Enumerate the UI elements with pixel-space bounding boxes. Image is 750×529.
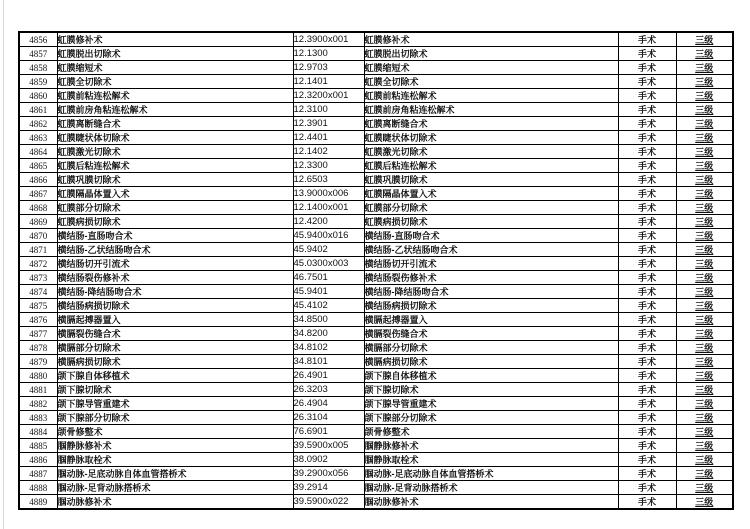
table-row: [19, 495, 733, 510]
table-row: [19, 383, 733, 397]
procedure-name-standard: 横膈起搏器置入: [364, 313, 618, 327]
table-row: [19, 299, 733, 313]
category: 手术: [618, 481, 676, 495]
row-number: 4862: [19, 117, 57, 131]
category: 手术: [618, 369, 676, 383]
level: 三级: [676, 145, 733, 159]
procedure-name: 虹膜修补术: [57, 32, 293, 47]
procedure-code: 12.9703: [293, 61, 364, 75]
level: 三级: [676, 355, 733, 369]
level: 三级: [676, 243, 733, 257]
procedure-name-standard: 虹膜隔晶体置入术: [364, 187, 618, 201]
row-number: 4888: [19, 481, 57, 495]
table-row: [19, 201, 733, 215]
procedure-name-standard: 虹膜睫状体切除术: [364, 131, 618, 145]
row-number: 4868: [19, 201, 57, 215]
procedure-name-standard: 横结肠-直肠吻合术: [364, 229, 618, 243]
level: 三级: [676, 187, 733, 201]
row-number: 4866: [19, 173, 57, 187]
category: 手术: [618, 397, 676, 411]
page-edge-line: [3, 0, 4, 529]
level: 三级: [676, 257, 733, 271]
procedure-name: 虹膜巩膜切除术: [57, 173, 293, 187]
row-number: 4883: [19, 411, 57, 425]
row-number: 4875: [19, 299, 57, 313]
procedure-code: 34.8500: [293, 313, 364, 327]
procedure-name: 腘动脉修补术: [57, 495, 293, 510]
category: 手术: [618, 425, 676, 439]
procedure-code: 12.3901: [293, 117, 364, 131]
level: 三级: [676, 32, 733, 47]
procedure-name-standard: 颌下腺导管重建术: [364, 397, 618, 411]
level: 三级: [676, 131, 733, 145]
category: 手术: [618, 145, 676, 159]
procedure-code: 26.4901: [293, 369, 364, 383]
procedure-name-standard: 颌骨修整术: [364, 425, 618, 439]
row-number: 4871: [19, 243, 57, 257]
procedure-name-standard: 虹膜缩短术: [364, 61, 618, 75]
table-row: [19, 257, 733, 271]
table-row: [19, 145, 733, 159]
category: 手术: [618, 257, 676, 271]
row-number: 4874: [19, 285, 57, 299]
procedure-name: 虹膜睫状体切除术: [57, 131, 293, 145]
category: 手术: [618, 453, 676, 467]
procedure-name-standard: 虹膜全切除术: [364, 75, 618, 89]
procedure-name: 虹膜脱出切除术: [57, 47, 293, 61]
level: 三级: [676, 495, 733, 510]
procedure-name-standard: 虹膜脱出切除术: [364, 47, 618, 61]
procedure-table: [18, 31, 734, 510]
level: 三级: [676, 229, 733, 243]
category: 手术: [618, 243, 676, 257]
category: 手术: [618, 411, 676, 425]
level: 三级: [676, 47, 733, 61]
level: 三级: [676, 89, 733, 103]
level: 三级: [676, 117, 733, 131]
procedure-code: 12.1400x001: [293, 201, 364, 215]
category: 手术: [618, 313, 676, 327]
procedure-name: 虹膜前房角粘连松解术: [57, 103, 293, 117]
procedure-name-standard: 虹膜病损切除术: [364, 215, 618, 229]
table-row: [19, 159, 733, 173]
procedure-name: 腘静脉修补术: [57, 439, 293, 453]
row-number: 4867: [19, 187, 57, 201]
procedure-name: 横结肠裂伤修补术: [57, 271, 293, 285]
procedure-name: 腘动脉-足底动脉自体血管搭桥术: [57, 467, 293, 481]
procedure-code: 39.2914: [293, 481, 364, 495]
procedure-name: 横结肠-直肠吻合术: [57, 229, 293, 243]
procedure-name: 虹膜后粘连松解术: [57, 159, 293, 173]
procedure-code: 12.1402: [293, 145, 364, 159]
procedure-name: 颌骨修整术: [57, 425, 293, 439]
table-row: [19, 341, 733, 355]
procedure-code: 76.6901: [293, 425, 364, 439]
table-row: [19, 271, 733, 285]
row-number: 4864: [19, 145, 57, 159]
procedure-name-standard: 虹膜前房角粘连松解术: [364, 103, 618, 117]
procedure-name-standard: 横膈病损切除术: [364, 355, 618, 369]
procedure-name-standard: 横膈裂伤缝合术: [364, 327, 618, 341]
table-row: [19, 327, 733, 341]
table-row: [19, 425, 733, 439]
category: 手术: [618, 215, 676, 229]
category: 手术: [618, 201, 676, 215]
procedure-code: 12.3100: [293, 103, 364, 117]
category: 手术: [618, 89, 676, 103]
row-number: 4870: [19, 229, 57, 243]
level: 三级: [676, 327, 733, 341]
procedure-code: 38.0902: [293, 453, 364, 467]
procedure-name-standard: 颌下腺自体移植术: [364, 369, 618, 383]
category: 手术: [618, 117, 676, 131]
level: 三级: [676, 271, 733, 285]
level: 三级: [676, 215, 733, 229]
procedure-name-standard: 腘动脉-足底动脉自体血管搭桥术: [364, 467, 618, 481]
procedure-code: 26.3203: [293, 383, 364, 397]
procedure-code: 39.5900x022: [293, 495, 364, 510]
level: 三级: [676, 61, 733, 75]
row-number: 4865: [19, 159, 57, 173]
row-number: 4884: [19, 425, 57, 439]
procedure-name: 横膈病损切除术: [57, 355, 293, 369]
table-row: [19, 187, 733, 201]
table-row: [19, 47, 733, 61]
procedure-name: 横结肠切开引流术: [57, 257, 293, 271]
category: 手术: [618, 131, 676, 145]
level: 三级: [676, 453, 733, 467]
procedure-name: 腘静脉取栓术: [57, 453, 293, 467]
row-number: 4873: [19, 271, 57, 285]
row-number: 4857: [19, 47, 57, 61]
procedure-code: 26.4904: [293, 397, 364, 411]
level: 三级: [676, 439, 733, 453]
procedure-name: 横结肠-乙状结肠吻合术: [57, 243, 293, 257]
procedure-name-standard: 虹膜巩膜切除术: [364, 173, 618, 187]
procedure-code: 34.8200: [293, 327, 364, 341]
procedure-name: 横结肠-降结肠吻合术: [57, 285, 293, 299]
procedure-name: 腘动脉-足背动脉搭桥术: [57, 481, 293, 495]
table-row: [19, 439, 733, 453]
procedure-name-standard: 虹膜修补术: [364, 32, 618, 47]
category: 手术: [618, 103, 676, 117]
procedure-name-standard: 虹膜激光切除术: [364, 145, 618, 159]
procedure-code: 46.7501: [293, 271, 364, 285]
procedure-name: 颌下腺导管重建术: [57, 397, 293, 411]
procedure-code: 13.9000x006: [293, 187, 364, 201]
row-number: 4872: [19, 257, 57, 271]
level: 三级: [676, 103, 733, 117]
procedure-name-standard: 腘动脉-足背动脉搭桥术: [364, 481, 618, 495]
level: 三级: [676, 481, 733, 495]
procedure-name-standard: 颌下腺部分切除术: [364, 411, 618, 425]
category: 手术: [618, 47, 676, 61]
row-number: 4879: [19, 355, 57, 369]
category: 手术: [618, 159, 676, 173]
level: 三级: [676, 341, 733, 355]
procedure-name-standard: 腘静脉取栓术: [364, 453, 618, 467]
category: 手术: [618, 285, 676, 299]
category: 手术: [618, 495, 676, 510]
row-number: 4876: [19, 313, 57, 327]
procedure-code: 12.4200: [293, 215, 364, 229]
procedure-code: 45.9401: [293, 285, 364, 299]
row-number: 4886: [19, 453, 57, 467]
row-number: 4881: [19, 383, 57, 397]
procedure-name: 颌下腺切除术: [57, 383, 293, 397]
table-row: [19, 481, 733, 495]
row-number: 4856: [19, 32, 57, 47]
row-number: 4863: [19, 131, 57, 145]
procedure-name-standard: 虹膜后粘连松解术: [364, 159, 618, 173]
table-row: [19, 369, 733, 383]
table-row: [19, 103, 733, 117]
procedure-code: 12.6503: [293, 173, 364, 187]
procedure-name: 虹膜病损切除术: [57, 215, 293, 229]
table-row: [19, 285, 733, 299]
procedure-code: 39.2900x056: [293, 467, 364, 481]
table-row: [19, 131, 733, 145]
procedure-name-standard: 横结肠病损切除术: [364, 299, 618, 313]
procedure-code: 12.3900x001: [293, 32, 364, 47]
procedure-name: 虹膜全切除术: [57, 75, 293, 89]
category: 手术: [618, 173, 676, 187]
table-row: [19, 173, 733, 187]
level: 三级: [676, 173, 733, 187]
table-row: [19, 215, 733, 229]
procedure-name-standard: 横膈部分切除术: [364, 341, 618, 355]
category: 手术: [618, 187, 676, 201]
category: 手术: [618, 229, 676, 243]
table-row: [19, 243, 733, 257]
category: 手术: [618, 32, 676, 47]
table-row: [19, 453, 733, 467]
table-row: [19, 467, 733, 481]
level: 三级: [676, 285, 733, 299]
row-number: 4860: [19, 89, 57, 103]
table-row: [19, 75, 733, 89]
category: 手术: [618, 341, 676, 355]
level: 三级: [676, 383, 733, 397]
procedure-code: 12.3300: [293, 159, 364, 173]
table-row: [19, 397, 733, 411]
procedure-code: 45.0300x003: [293, 257, 364, 271]
level: 三级: [676, 397, 733, 411]
procedure-code: 45.4102: [293, 299, 364, 313]
level: 三级: [676, 467, 733, 481]
row-number: 4869: [19, 215, 57, 229]
level: 三级: [676, 313, 733, 327]
row-number: 4878: [19, 341, 57, 355]
procedure-name: 颌下腺自体移植术: [57, 369, 293, 383]
level: 三级: [676, 75, 733, 89]
category: 手术: [618, 383, 676, 397]
procedure-name-standard: 腘静脉修补术: [364, 439, 618, 453]
table-row: [19, 117, 733, 131]
table-row: [19, 411, 733, 425]
procedure-name-standard: 横结肠裂伤修补术: [364, 271, 618, 285]
table-row: [19, 229, 733, 243]
row-number: 4859: [19, 75, 57, 89]
procedure-name-standard: 腘动脉修补术: [364, 495, 618, 510]
table-row: [19, 355, 733, 369]
level: 三级: [676, 425, 733, 439]
level: 三级: [676, 411, 733, 425]
procedure-name: 虹膜隔晶体置入术: [57, 187, 293, 201]
level: 三级: [676, 159, 733, 173]
table-row: [19, 61, 733, 75]
procedure-code: 26.3104: [293, 411, 364, 425]
table-row: [19, 89, 733, 103]
procedure-name: 横膈裂伤缝合术: [57, 327, 293, 341]
procedure-name-standard: 横结肠-乙状结肠吻合术: [364, 243, 618, 257]
procedure-code: 34.8101: [293, 355, 364, 369]
procedure-name: 虹膜缩短术: [57, 61, 293, 75]
procedure-name-standard: 虹膜前粘连松解术: [364, 89, 618, 103]
row-number: 4877: [19, 327, 57, 341]
procedure-name: 虹膜前粘连松解术: [57, 89, 293, 103]
procedure-name: 横膈起搏器置入: [57, 313, 293, 327]
procedure-code: 34.8102: [293, 341, 364, 355]
procedure-code: 45.9402: [293, 243, 364, 257]
procedure-name: 横结肠病损切除术: [57, 299, 293, 313]
procedure-code: 39.5900x005: [293, 439, 364, 453]
procedure-table-body: [19, 32, 733, 509]
procedure-name: 虹膜部分切除术: [57, 201, 293, 215]
table-row: [19, 313, 733, 327]
category: 手术: [618, 299, 676, 313]
procedure-name: 颌下腺部分切除术: [57, 411, 293, 425]
row-number: 4885: [19, 439, 57, 453]
category: 手术: [618, 271, 676, 285]
procedure-code: 12.1300: [293, 47, 364, 61]
level: 三级: [676, 201, 733, 215]
category: 手术: [618, 355, 676, 369]
category: 手术: [618, 439, 676, 453]
level: 三级: [676, 369, 733, 383]
procedure-name-standard: 横结肠切开引流术: [364, 257, 618, 271]
procedure-name-standard: 横结肠-降结肠吻合术: [364, 285, 618, 299]
row-number: 4858: [19, 61, 57, 75]
procedure-name: 虹膜离断缝合术: [57, 117, 293, 131]
category: 手术: [618, 467, 676, 481]
procedure-code: 45.9400x016: [293, 229, 364, 243]
procedure-name: 横膈部分切除术: [57, 341, 293, 355]
category: 手术: [618, 327, 676, 341]
row-number: 4880: [19, 369, 57, 383]
procedure-code: 12.4401: [293, 131, 364, 145]
procedure-name: 虹膜激光切除术: [57, 145, 293, 159]
row-number: 4882: [19, 397, 57, 411]
category: 手术: [618, 61, 676, 75]
row-number: 4889: [19, 495, 57, 510]
table-row: [19, 32, 733, 47]
row-number: 4887: [19, 467, 57, 481]
procedure-name-standard: 虹膜离断缝合术: [364, 117, 618, 131]
procedure-code: 12.1401: [293, 75, 364, 89]
procedure-code: 12.3200x001: [293, 89, 364, 103]
level: 三级: [676, 299, 733, 313]
row-number: 4861: [19, 103, 57, 117]
procedure-name-standard: 颌下腺切除术: [364, 383, 618, 397]
category: 手术: [618, 75, 676, 89]
procedure-name-standard: 虹膜部分切除术: [364, 201, 618, 215]
